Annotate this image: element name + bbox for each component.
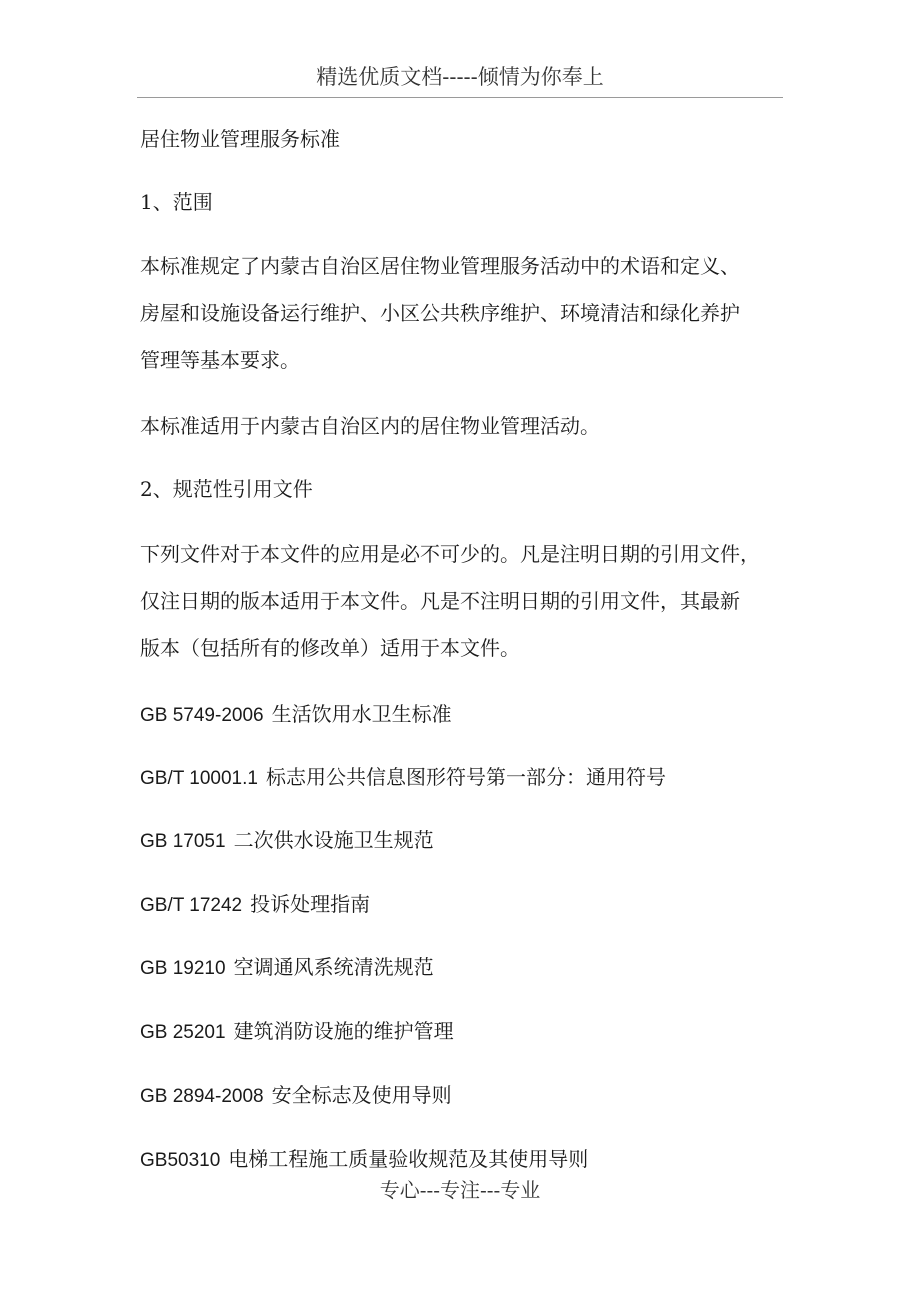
reference-title: 建筑消防设施的维护管理 xyxy=(233,1019,454,1043)
reference-code: GB/T 10001.1 xyxy=(140,768,258,789)
reference-title: 电梯工程施工质量验收规范及其使用导则 xyxy=(228,1147,589,1171)
reference-code: GB 17051 xyxy=(140,831,226,852)
section-2-heading: 2、规范性引用文件 xyxy=(140,477,313,501)
section-1-paragraph-2: 本标准适用于内蒙古自治区内的居住物业管理活动。 xyxy=(140,414,600,438)
reference-title: 二次供水设施卫生规范 xyxy=(233,828,434,852)
reference-item xyxy=(140,699,452,731)
reference-title: 标志用公共信息图形符号第一部分：通用符号 xyxy=(265,765,666,789)
page-footer: 专心---专注---专业 xyxy=(379,1178,541,1202)
reference-code: GB 5749-2006 xyxy=(140,705,264,726)
reference-item xyxy=(140,952,434,984)
paragraph-line: 仅注日期的版本适用于本文件。凡是不注明日期的引用文件，其最新 xyxy=(140,589,740,613)
reference-code: GB 25201 xyxy=(140,1022,226,1043)
section-2-paragraph-1 xyxy=(140,531,800,672)
reference-code: GB 2894-2008 xyxy=(140,1086,264,1107)
section-1-heading: 1、范围 xyxy=(140,190,213,214)
reference-item xyxy=(140,1016,454,1048)
paragraph-line: 管理等基本要求。 xyxy=(140,348,300,372)
document-title: 居住物业管理服务标准 xyxy=(140,127,340,151)
reference-title: 安全标志及使用导则 xyxy=(271,1083,452,1107)
section-1-paragraph-1 xyxy=(140,243,800,384)
reference-item xyxy=(140,1080,452,1112)
reference-title: 空调通风系统清洗规范 xyxy=(233,955,434,979)
reference-title: 投诉处理指南 xyxy=(250,892,371,916)
paragraph-line: 下列文件对于本文件的应用是必不可少的。凡是注明日期的引用文件， xyxy=(140,542,760,566)
reference-item xyxy=(140,762,666,794)
reference-item xyxy=(140,825,434,857)
reference-code: GB 19210 xyxy=(140,958,226,979)
page-header: 精选优质文档-----倾情为你奉上 xyxy=(316,65,604,89)
reference-item xyxy=(140,1144,588,1176)
paragraph-line: 房屋和设施设备运行维护、小区公共秩序维护、环境清洁和绿化养护 xyxy=(140,301,740,325)
paragraph-line: 本标准规定了内蒙古自治区居住物业管理服务活动中的术语和定义、 xyxy=(140,254,740,278)
reference-item xyxy=(140,889,370,921)
header-divider xyxy=(137,97,783,98)
reference-code: GB/T 17242 xyxy=(140,895,243,916)
paragraph-line: 版本（包括所有的修改单）适用于本文件。 xyxy=(140,636,520,660)
reference-title: 生活饮用水卫生标准 xyxy=(271,702,452,726)
reference-code: GB50310 xyxy=(140,1150,221,1171)
